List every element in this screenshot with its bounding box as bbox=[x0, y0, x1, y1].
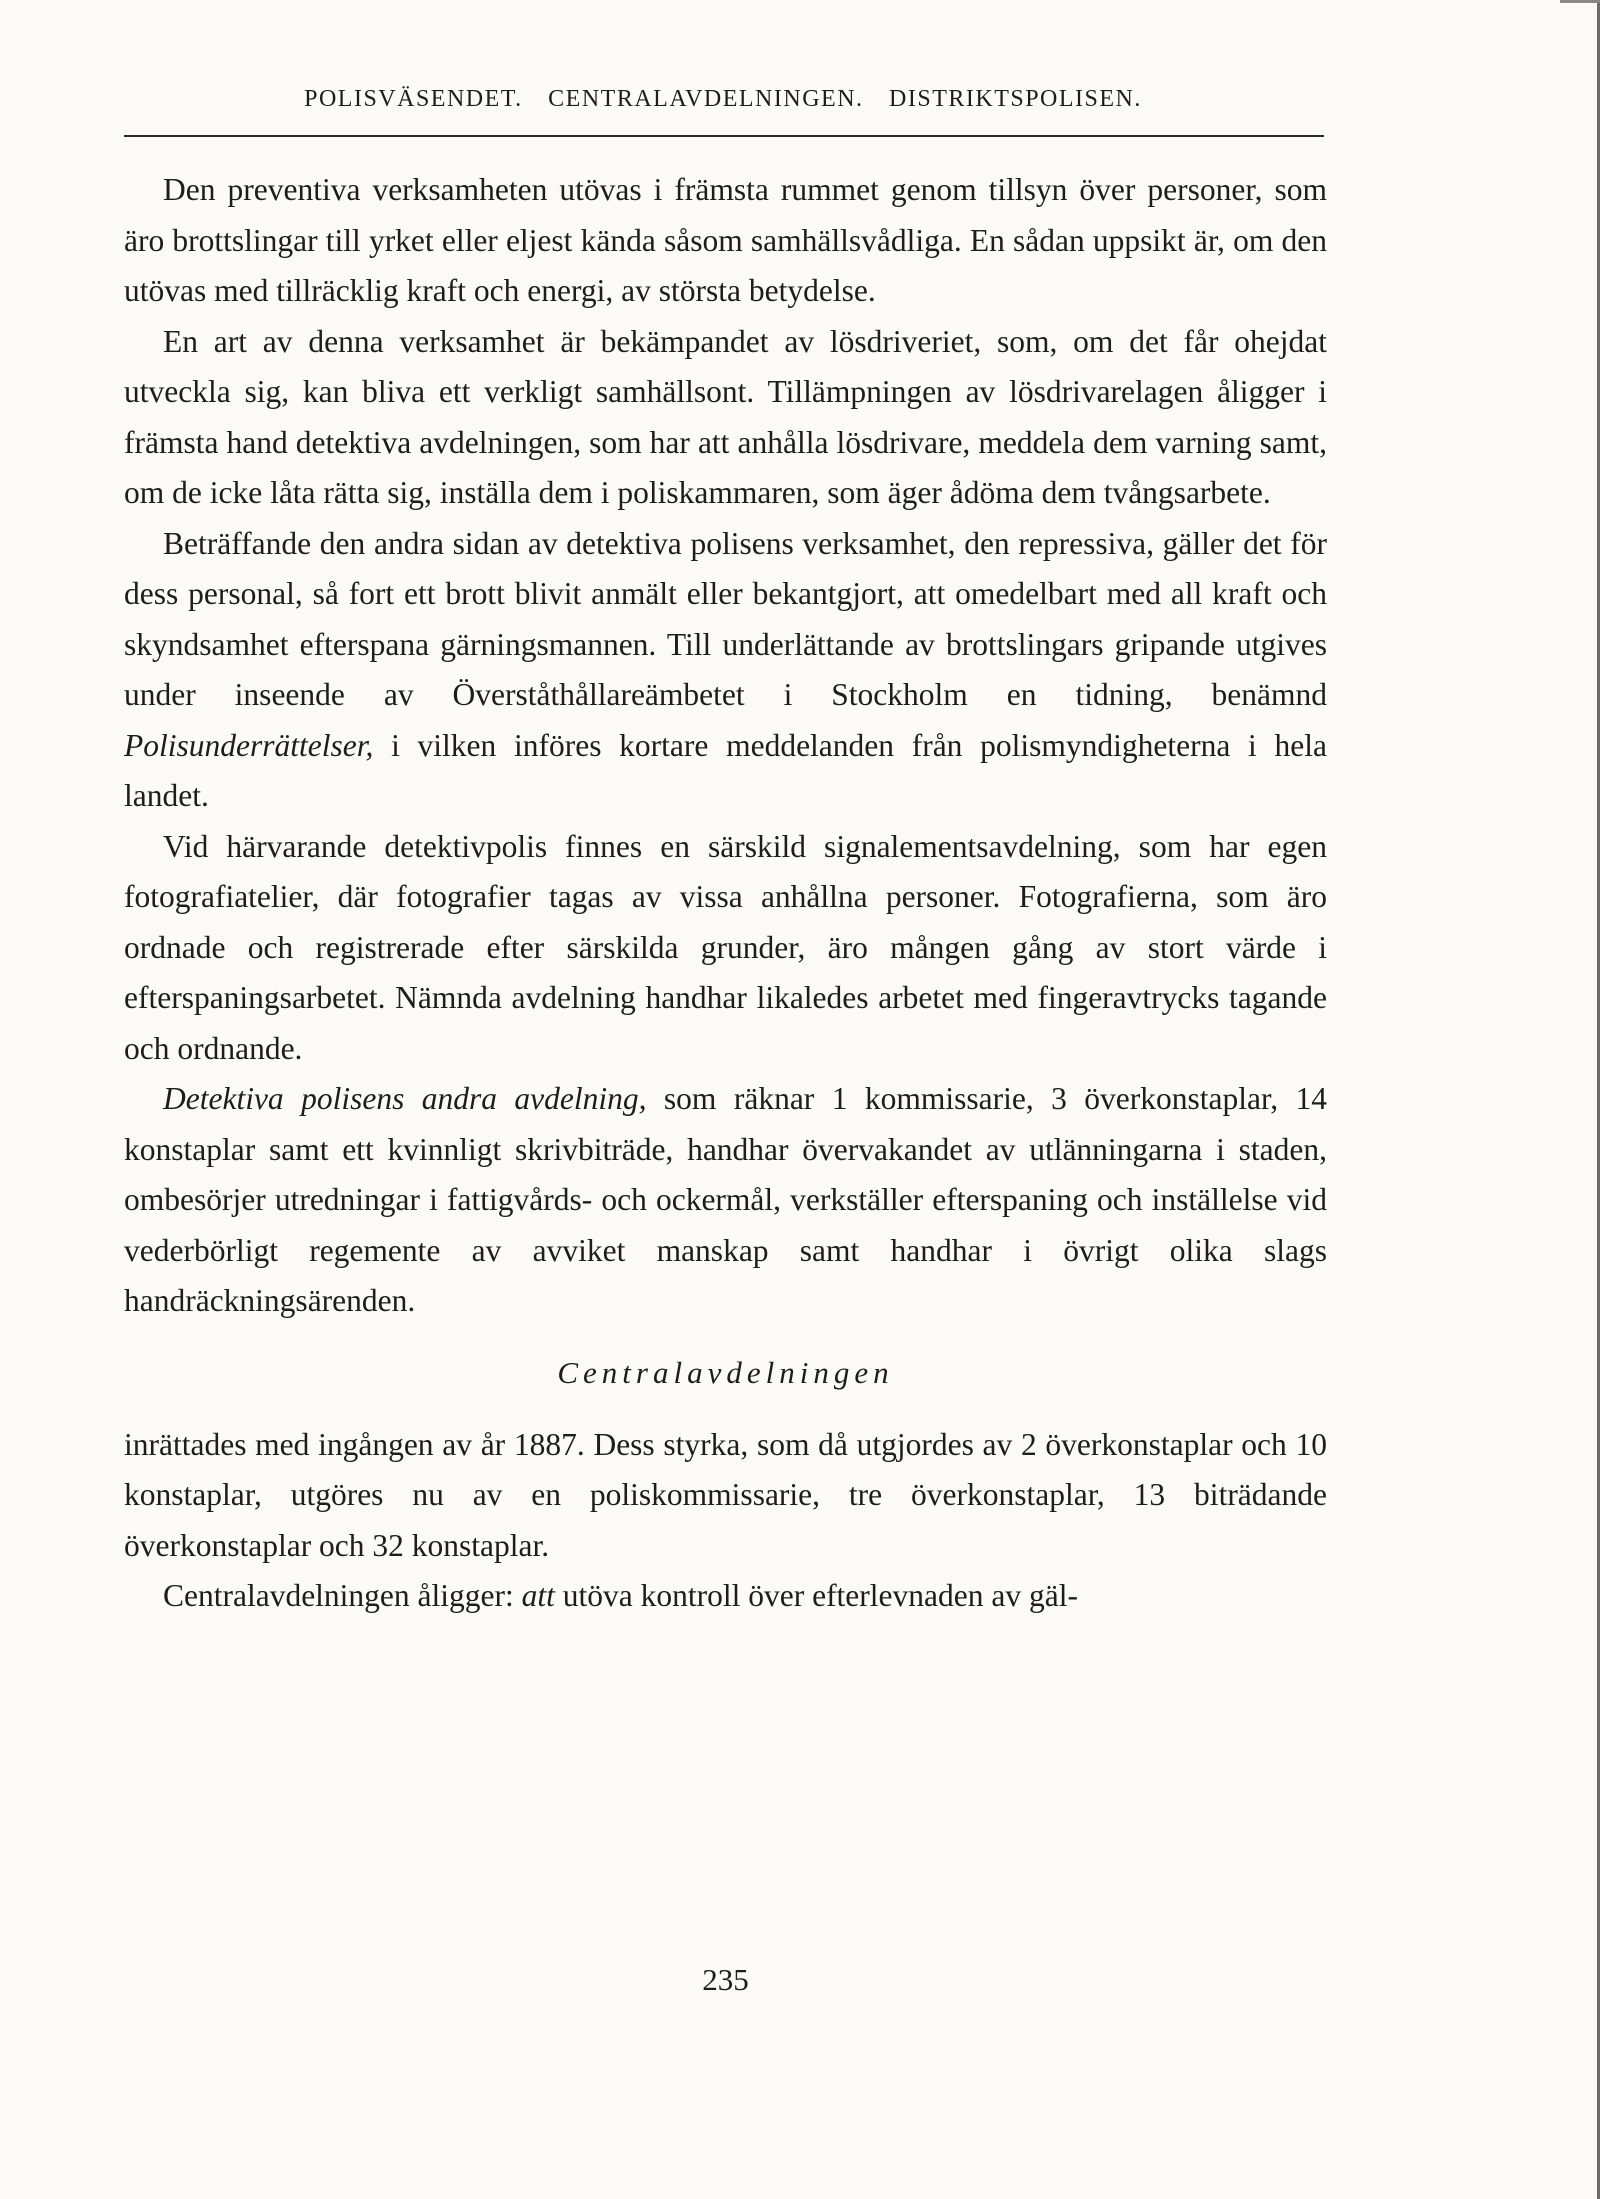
paragraph-repressive bbox=[124, 519, 1327, 822]
paragraph-signalement: Vid härvarande detektivpolis finnes en särskild signalementsavdelning, som har egen fotografiatelier, där fotografier tagas av vissa anhållna personer. Fotografierna, som äro ordnade och registrerade efter särskilda grunder, äro mången gång av stort värde i efterspaningsarbetet. Nämnda avdelning handhar likaledes arbetet med fingeravtrycks tagande och ordnande. bbox=[124, 828, 1327, 1066]
header-rule bbox=[124, 135, 1324, 137]
page-edge-top bbox=[1560, 0, 1600, 3]
central-duties-start: Centralavdelningen åligger: bbox=[163, 1578, 522, 1613]
newspaper-title: Polisunderrättelser, bbox=[124, 727, 374, 763]
central-duties-att: att bbox=[521, 1578, 555, 1613]
central-duties-end: utöva kontroll över efterlevnaden av gäl- bbox=[554, 1578, 1078, 1613]
section-title: Centralavdelningen bbox=[557, 1354, 894, 1390]
paragraph-second-division-text: som räknar 1 kommissarie, 3 överkonstaplar, 14 konstaplar samt ett kvinnligt skrivbiträde, handhar övervakandet av utlänningarna i staden, ombesörjer utredningar i fattigvårds- och ockermål, verkställer efterspaning och inställelse vid vederbörligt regemente av avviket manskap samt handhar i övrigt olika slags handräckningsärenden. bbox=[124, 1081, 1327, 1318]
paragraph-repressive-end: i vilken införes kortare meddelanden från polismyndigheterna i hela landet. bbox=[124, 727, 1327, 813]
running-head: POLISVÄSENDET. CENTRALAVDELNINGEN. DISTRIKTSPOLISEN. bbox=[304, 86, 1142, 112]
paragraph-second-division bbox=[124, 1074, 1327, 1327]
page-number: 235 bbox=[702, 1962, 749, 1997]
paragraph-repressive-start: Beträffande den andra sidan av detektiva polisens verksamhet, den repressiva, gäller det för dess personal, så fort ett brott blivit anmält eller bekantgjort, att omedelbart med all kraft och skyndsamhet efterspana gärningsmannen. Till underlättande av brottslingars gripande utgives under inseende av Överståthållareämbetet i Stockholm en tidning, benämnd bbox=[124, 525, 1327, 712]
second-division-heading: Detektiva polisens andra avdelning, bbox=[163, 1081, 647, 1116]
paragraph-central-founded: inrättades med ingången av år 1887. Dess styrka, som då utgjordes av 2 överkonstaplar och 10 konstaplar, utgöres nu av en poliskommissarie, tre överkonstaplar, 13 biträdande överkonstaplar och 32 konstaplar. bbox=[124, 1426, 1327, 1563]
paragraph-preventive: Den preventiva verksamheten utövas i främsta rummet genom tillsyn över personer, som äro brottslingar till yrket eller eljest kända såsom samhällsvådliga. En sådan uppsikt är, om den utövas med tillräcklig kraft och energi, av största betydelse. bbox=[124, 172, 1327, 308]
body-text bbox=[124, 165, 1327, 1622]
paragraph-vagrancy: En art av denna verksamhet är bekämpandet av lösdriveriet, som, om det får ohejdat utveckla sig, kan bliva ett verkligt samhällsont. Tillämpningen av lösdrivarelagen åligger i främsta hand detektiva avdelningen, som har att anhålla lösdrivare, meddela dem varning samt, om de icke låta rätta sig, inställa dem i poliskammaren, som äger ådöma dem tvångsarbete. bbox=[124, 323, 1327, 510]
paragraph-central-duties bbox=[124, 1571, 1327, 1622]
